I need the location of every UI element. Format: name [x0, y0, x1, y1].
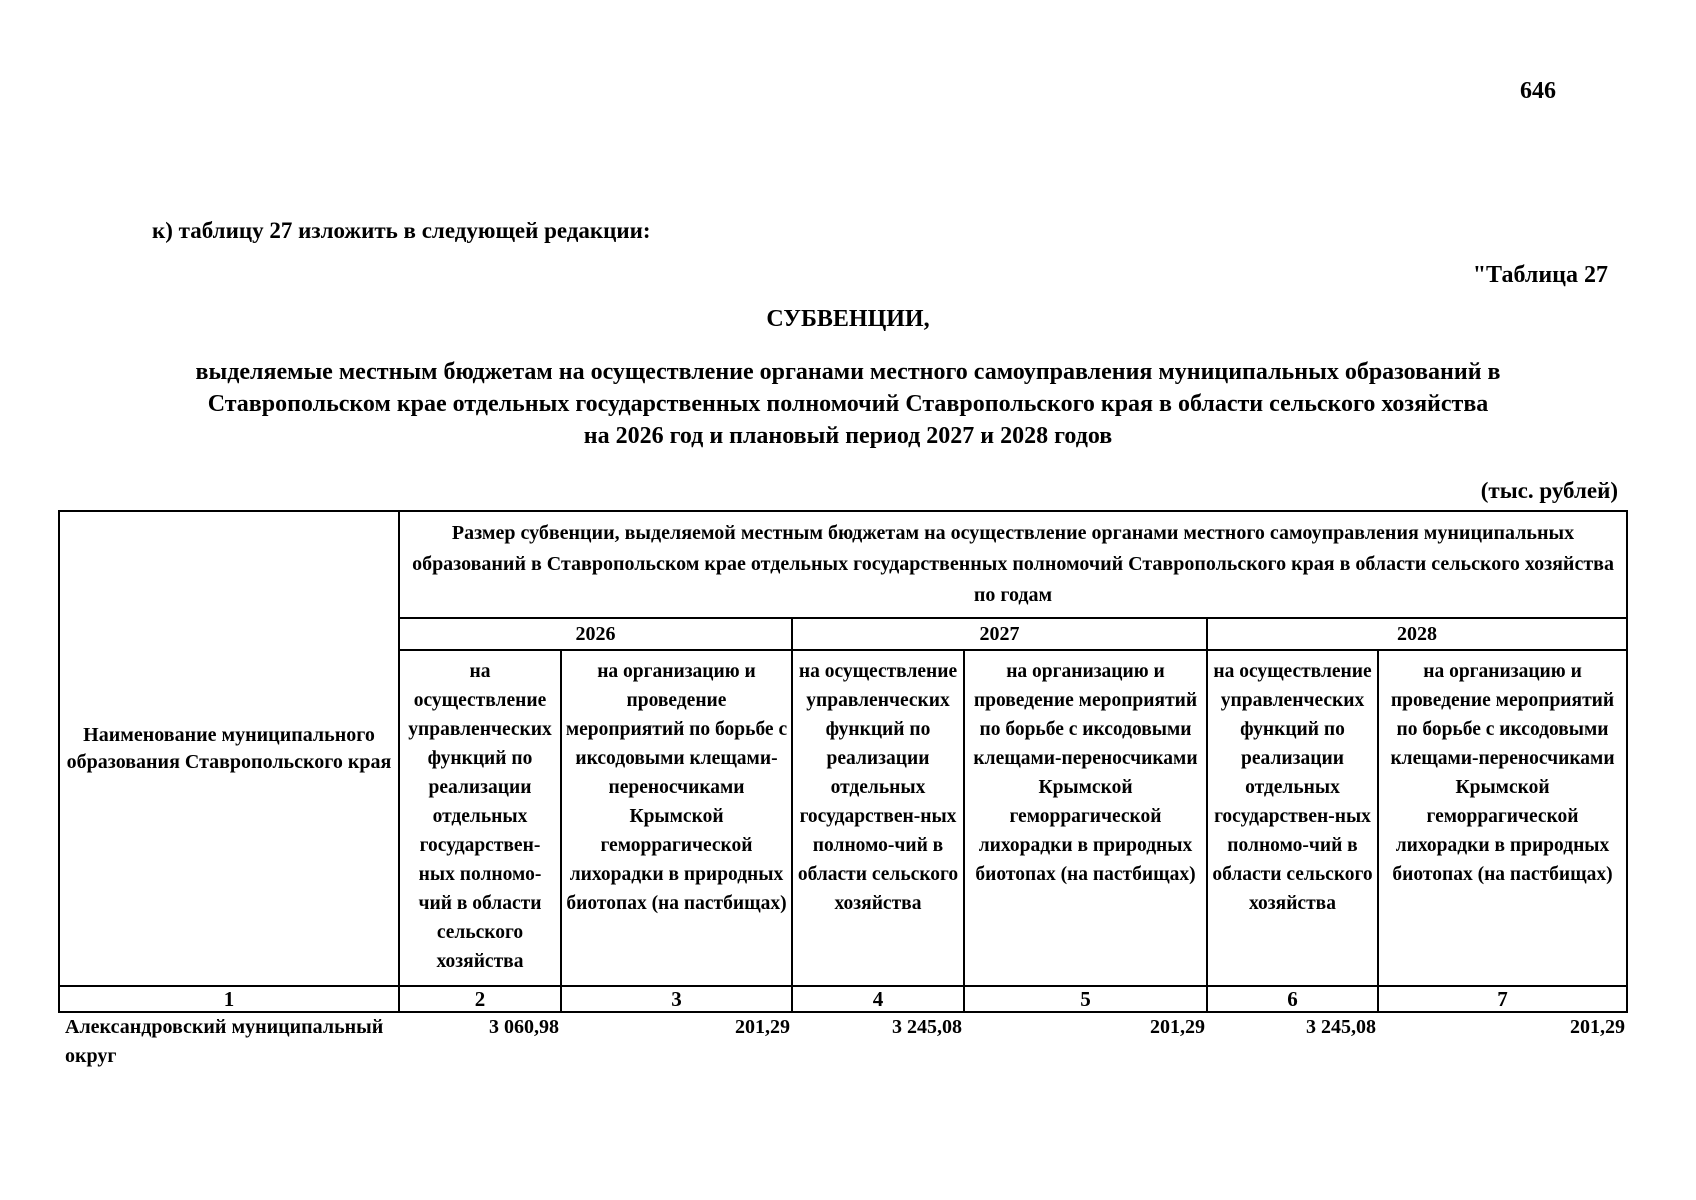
- value-cell: 3 245,08: [1306, 1016, 1376, 1038]
- column-header-municipality: Наименование муниципального образования Ставропольского края: [59, 511, 399, 986]
- column-number: 2: [399, 986, 561, 1012]
- year-header-2026: 2026: [399, 618, 792, 650]
- column-header-management-2026: на осуществление управленческих функций по реализации отдельных государствен-ных полномо-чий в области сельского хозяйства: [399, 650, 561, 986]
- document-title: СУБВЕНЦИИ,: [766, 306, 930, 332]
- municipality-name: Александровский муниципальный округ: [65, 1016, 384, 1067]
- subsidy-table: [58, 510, 1628, 1073]
- page-number: 646: [1520, 78, 1556, 104]
- value-cell: 3 060,98: [489, 1016, 559, 1038]
- column-header-management-2027: на осуществление управленческих функций по реализации отдельных государствен-ных полномо-чий в области сельского хозяйства: [792, 650, 964, 986]
- year-header-2027: 2027: [792, 618, 1207, 650]
- column-header-subsidy-size: Размер субвенции, выделяемой местным бюджетам на осуществление органами местного самоуправления муниципальных образований в Ставропольском крае отдельных государственных полномочий Ставропольского края в области сельского хозяйства по годам: [399, 511, 1627, 618]
- year-header-2028: 2028: [1207, 618, 1627, 650]
- column-number-row: [59, 986, 1627, 1012]
- table-row: [59, 1012, 1627, 1073]
- value-cell: 201,29: [1570, 1016, 1626, 1038]
- subtitle-line: на 2026 год и плановый период 2027 и 2028 годов: [583, 423, 1113, 449]
- column-number: 3: [561, 986, 792, 1012]
- column-header-ticks-2028: на организацию и проведение мероприятий по борьбе с иксодовыми клещами-переносчиками Крымской геморрагической лихорадки в природных биотопах (на пастбищах): [1378, 650, 1627, 986]
- document-subtitle: [140, 356, 1556, 452]
- instruction-text: к) таблицу 27 изложить в следующей редакции:: [152, 218, 651, 243]
- subtitle-line: Ставропольском крае отдельных государственных полномочий Ставропольского края в области сельского хозяйства: [207, 391, 1489, 417]
- value-cell: 201,29: [735, 1016, 790, 1038]
- column-number: 5: [964, 986, 1207, 1012]
- column-number: 7: [1378, 986, 1627, 1012]
- column-header-ticks-2027: на организацию и проведение мероприятий по борьбе с иксодовыми клещами-переносчиками Крымской геморрагической лихорадки в природных биотопах (на пастбищах): [964, 650, 1207, 986]
- column-number: 6: [1207, 986, 1378, 1012]
- value-cell: 201,29: [1150, 1016, 1205, 1038]
- column-number: 1: [59, 986, 399, 1012]
- subtitle-line: выделяемые местным бюджетам на осуществление органами местного самоуправления муниципальных образований в: [195, 359, 1501, 385]
- column-header-ticks-2026: на организацию и проведение мероприятий по борьбе с иксодовыми клещами-переносчиками Крымской геморрагической лихорадки в природных биотопах (на пастбищах): [561, 650, 792, 986]
- value-cell: 3 245,08: [892, 1016, 962, 1038]
- column-number: 4: [792, 986, 964, 1012]
- column-header-management-2028: на осуществление управленческих функций по реализации отдельных государствен-ных полномо-чий в области сельского хозяйства: [1207, 650, 1378, 986]
- table-label: "Таблица 27: [1472, 262, 1608, 288]
- units-label: (тыс. рублей): [1480, 478, 1618, 503]
